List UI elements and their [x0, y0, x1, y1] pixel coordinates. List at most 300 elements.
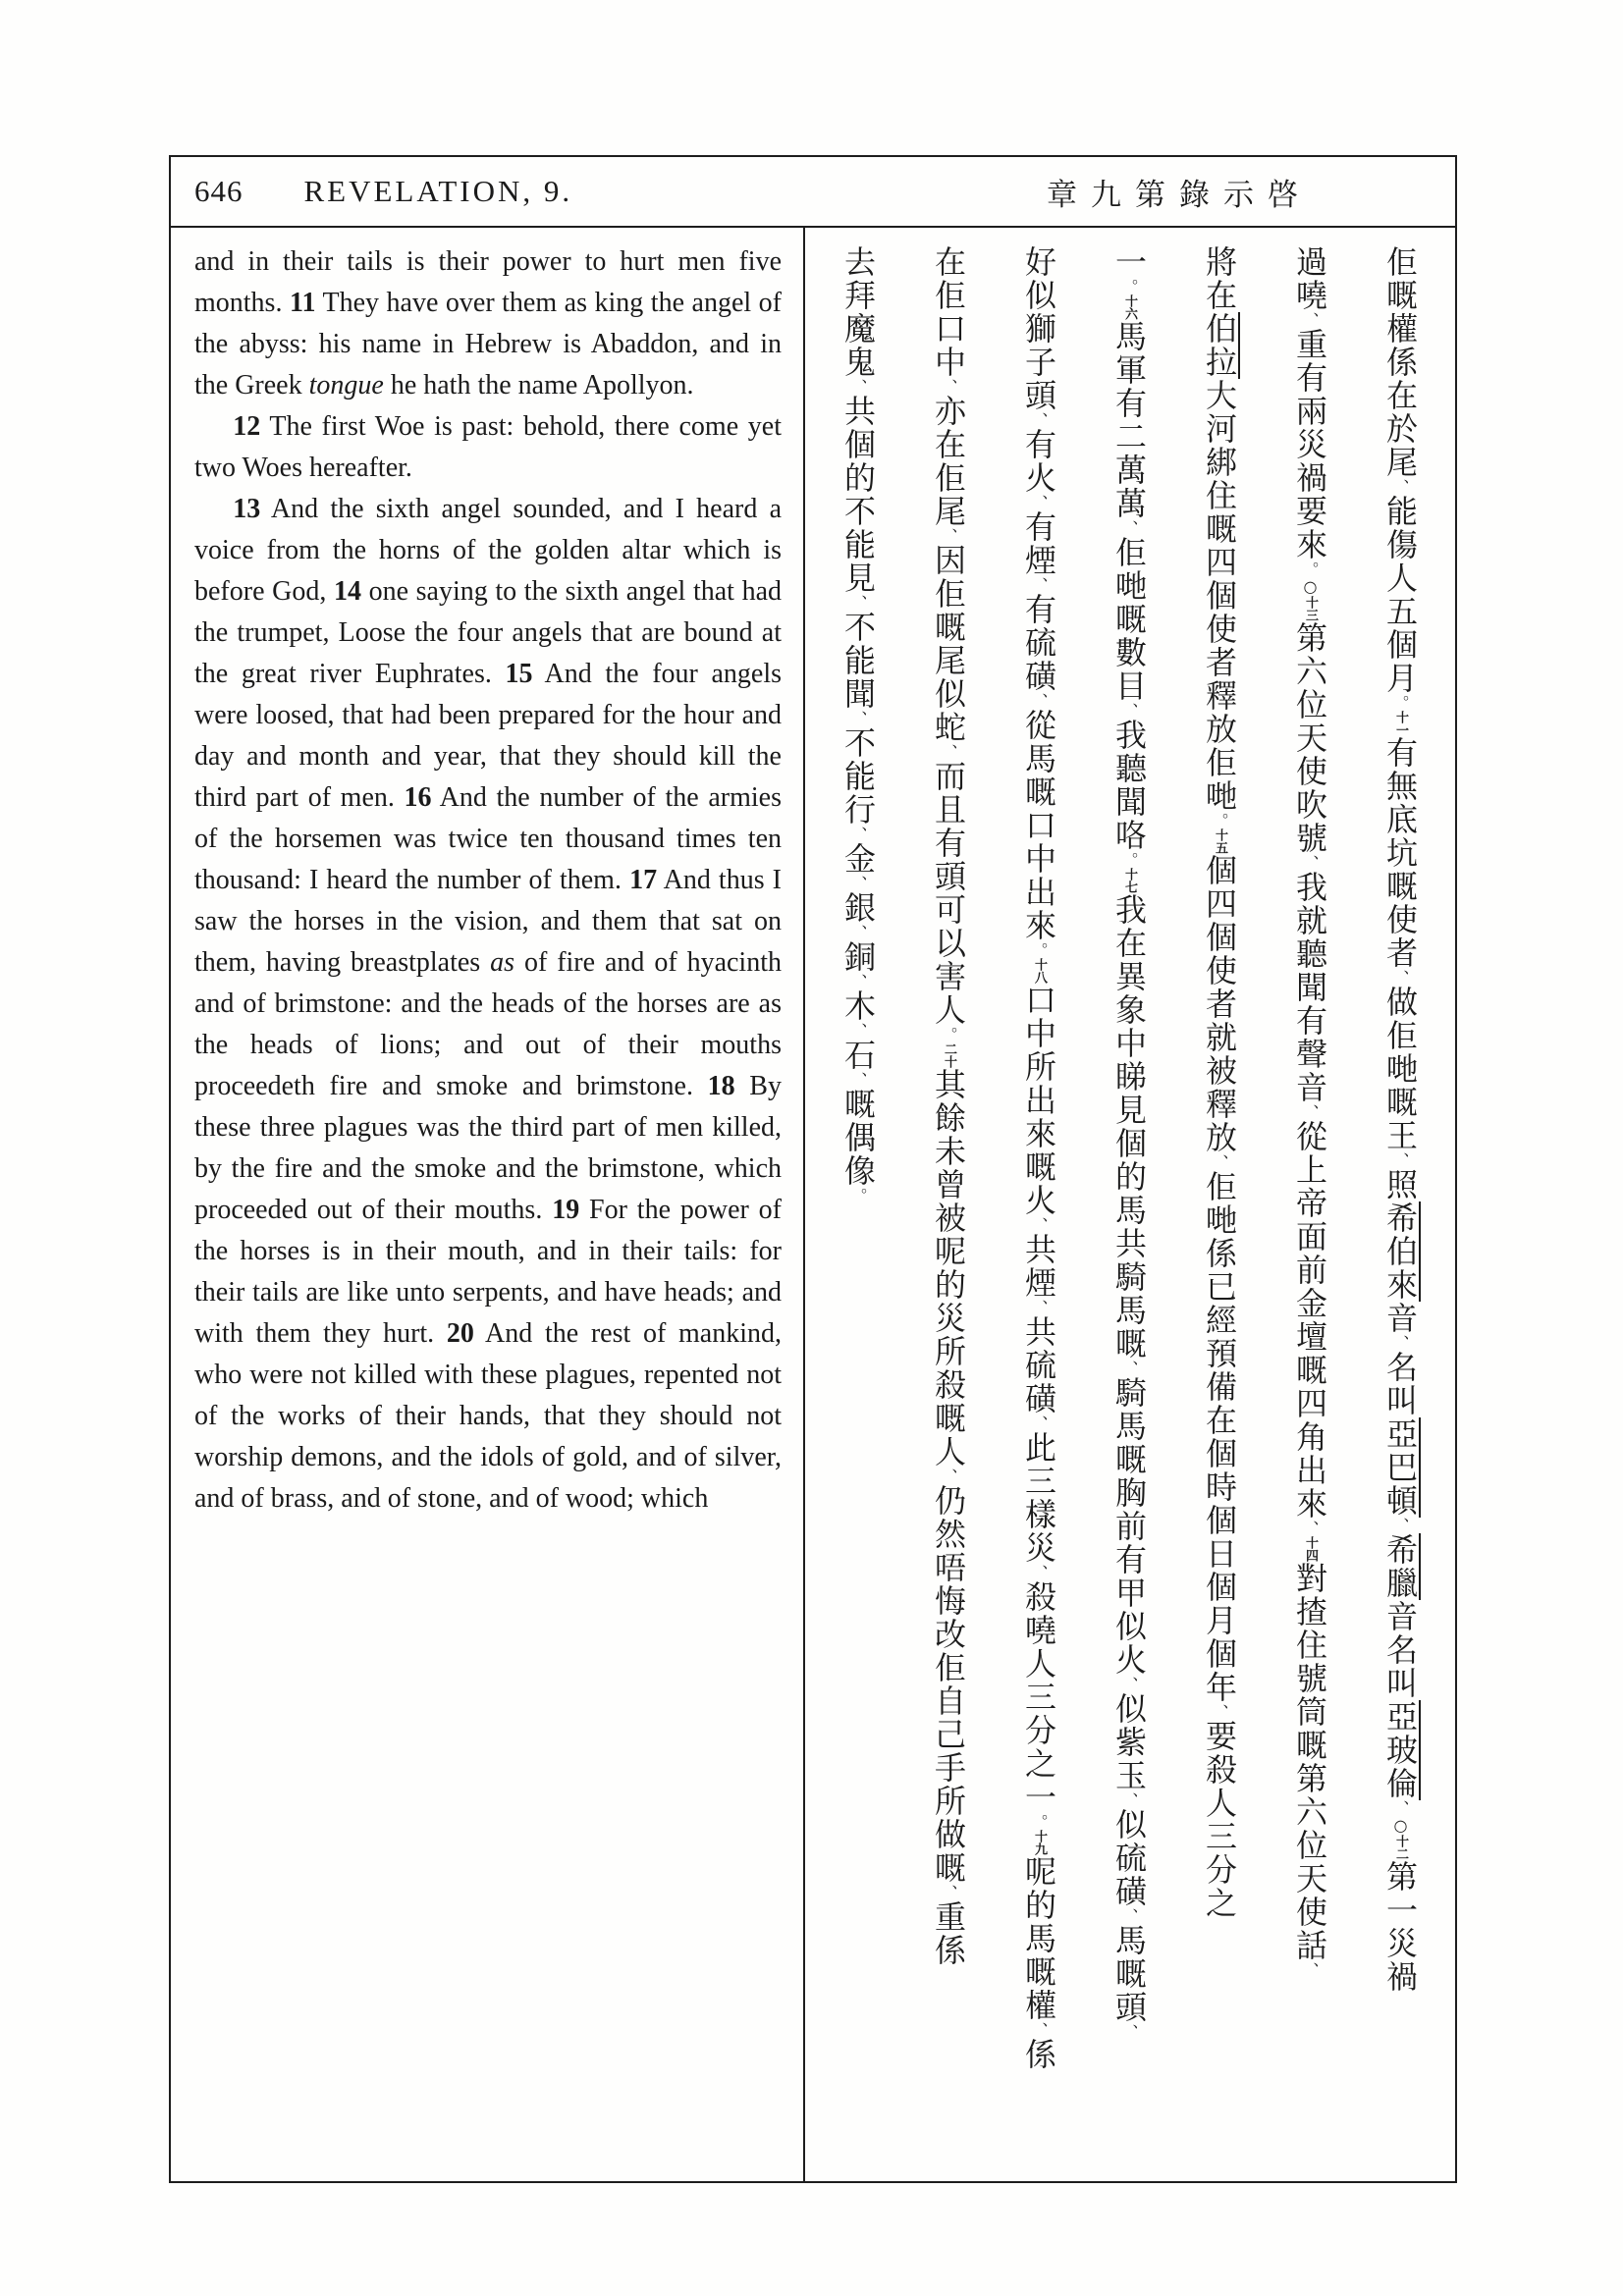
han-character: 聽 [1291, 937, 1328, 971]
han-character: 嘅 [1110, 603, 1148, 636]
han-character: 磺 [1110, 1875, 1148, 1908]
han-character: 數 [1110, 636, 1148, 669]
han-character: 將 [1201, 245, 1238, 279]
han-character: 在 [1201, 279, 1238, 312]
han-character: 有 [1020, 428, 1057, 461]
han-character: 頭 [1020, 379, 1057, 412]
han-character: 出 [1020, 876, 1057, 909]
han-character: 三 [1020, 1465, 1057, 1498]
han-character: 有 [1110, 1543, 1148, 1576]
han-character: 魔 [839, 312, 877, 346]
han-character: 來 [1020, 909, 1057, 942]
han-character: 位 [1291, 1829, 1328, 1862]
punctuation-mark: 、 [849, 595, 868, 611]
han-character: 權 [1381, 312, 1419, 346]
punctuation-mark: 、 [1301, 1104, 1320, 1120]
han-character: 石 [839, 1039, 877, 1072]
punctuation-mark: 、 [849, 1072, 868, 1088]
han-character: 位 [1291, 688, 1328, 721]
han-character: 坑 [1381, 836, 1419, 870]
han-character: 經 [1201, 1304, 1238, 1337]
han-character: 放 [1201, 713, 1238, 746]
han-character: 佢 [930, 279, 967, 312]
punctuation-mark: 、 [1391, 1335, 1410, 1351]
punctuation-mark: 、 [1391, 1518, 1410, 1533]
han-character: 號 [1291, 1662, 1328, 1695]
han-character: 音 [1381, 1302, 1419, 1335]
han-character: 一 [1110, 245, 1148, 279]
han-character: 改 [930, 1618, 967, 1651]
han-character: 金 [839, 842, 877, 876]
han-character: 叫 [1381, 1384, 1419, 1417]
han-character: 自 [930, 1684, 967, 1718]
han-character: 尾 [1381, 446, 1419, 479]
han-character: 嘅 [1201, 512, 1238, 546]
header-title-english: REVELATION, 9. [303, 174, 573, 208]
han-character: 使 [1381, 903, 1419, 936]
han-character: 倫 [1381, 1767, 1419, 1800]
han-character: 玻 [1381, 1734, 1419, 1767]
chinese-column [1355, 245, 1445, 2173]
punctuation-mark: 、 [849, 876, 868, 891]
verse-number-marker: 十七 [1122, 868, 1137, 893]
punctuation-mark: 、 [1030, 1415, 1049, 1431]
han-character: 巴 [1381, 1451, 1419, 1484]
han-character: 佢 [1381, 245, 1419, 279]
punctuation-mark: ○ [1301, 577, 1320, 596]
han-character: 個 [1201, 1504, 1238, 1537]
han-character: 磺 [1020, 1382, 1057, 1415]
han-character: 河 [1201, 412, 1238, 446]
han-character: 叫 [1381, 1667, 1419, 1700]
han-character: 殺 [1201, 1753, 1238, 1787]
han-character: 我 [1110, 893, 1148, 927]
han-character: 似 [1020, 279, 1057, 312]
han-character: 在 [930, 245, 967, 279]
han-character: 而 [930, 760, 967, 793]
han-character: 分 [1201, 1853, 1238, 1887]
han-character: 一 [1381, 1894, 1419, 1927]
punctuation-mark: 。 [1120, 279, 1139, 294]
han-character: 萬 [1110, 487, 1148, 520]
han-character: 能 [839, 528, 877, 561]
han-character: 釋 [1201, 679, 1238, 713]
han-character: 馬 [1020, 742, 1057, 775]
han-character: 個 [1201, 1571, 1238, 1604]
han-character: 嘅 [930, 1402, 967, 1435]
han-character: 亞 [1381, 1700, 1419, 1734]
han-character: 似 [1110, 1610, 1148, 1643]
page-number: 646 [194, 174, 243, 208]
han-character: 出 [1291, 1454, 1328, 1487]
han-character: 嘅 [1110, 1443, 1148, 1476]
verse-number-marker: 十六 [1122, 294, 1137, 320]
han-character: 六 [1291, 1795, 1328, 1829]
han-character: 紫 [1110, 1726, 1148, 1759]
han-character: 係 [1201, 1237, 1238, 1270]
han-character: 個 [1201, 1437, 1238, 1470]
han-character: 已 [1201, 1270, 1238, 1304]
han-character: 哋 [1381, 1052, 1419, 1086]
punctuation-mark: 。 [1030, 1814, 1049, 1830]
han-character: 偶 [839, 1121, 877, 1154]
han-character: 有 [1020, 593, 1057, 626]
han-character: 悔 [930, 1584, 967, 1618]
han-character: 嘅 [930, 611, 967, 644]
punctuation-mark: 、 [1030, 693, 1049, 709]
han-character: 不 [839, 495, 877, 528]
page-body [171, 228, 1455, 2181]
han-character: 哋 [1201, 1203, 1238, 1237]
han-character: 三 [1201, 1820, 1238, 1853]
han-character: 馬 [1110, 1410, 1148, 1443]
punctuation-mark: 、 [1030, 1300, 1049, 1315]
han-character: 大 [1201, 379, 1238, 412]
punctuation-mark: 、 [849, 1023, 868, 1039]
punctuation-mark: 、 [1391, 970, 1410, 986]
han-character: 亞 [1381, 1417, 1419, 1451]
han-character: 角 [1291, 1420, 1328, 1454]
han-character: 樣 [1020, 1498, 1057, 1531]
english-paragraph: 12 The first Woe is past: behold, there come yet two Woes hereafter. [194, 411, 782, 483]
han-character: 似 [930, 677, 967, 711]
verse-number-marker: 二十 [942, 1042, 956, 1068]
han-character: 者 [1201, 646, 1238, 679]
han-character: 去 [839, 245, 877, 279]
han-character: 胸 [1110, 1476, 1148, 1510]
han-character: 口 [1020, 809, 1057, 842]
han-character: 王 [1381, 1119, 1419, 1152]
han-character: 軍 [1110, 353, 1148, 387]
han-character: 共 [1020, 1315, 1057, 1349]
han-character: 睇 [1110, 1060, 1148, 1094]
punctuation-mark: 、 [1211, 1704, 1229, 1720]
punctuation-mark: 、 [940, 1468, 958, 1484]
han-character: 聞 [1291, 971, 1328, 1004]
han-character: 火 [1020, 1184, 1057, 1217]
han-character: 哋 [1201, 779, 1238, 813]
chinese-text-columns [811, 245, 1445, 2173]
han-character: 萬 [1110, 454, 1148, 487]
verse-number-marker: 十一 [1393, 711, 1408, 736]
han-character: 有 [1381, 736, 1419, 770]
han-character: 災 [930, 1302, 967, 1335]
punctuation-mark: 、 [940, 528, 958, 544]
han-character: 此 [1020, 1431, 1057, 1465]
han-character: 嘅 [1020, 1955, 1057, 1989]
han-character: 禍 [1291, 461, 1328, 495]
han-character: 伯 [1201, 312, 1238, 346]
han-character: 騎 [1110, 1260, 1148, 1294]
han-character: 來 [1291, 1487, 1328, 1521]
punctuation-mark: 。 [940, 1027, 958, 1042]
han-character: 月 [1201, 1604, 1238, 1637]
punctuation-mark: 。 [1391, 695, 1410, 711]
han-character: 音 [1291, 1071, 1328, 1104]
han-character: 在 [1381, 379, 1419, 412]
punctuation-mark: 。 [849, 1188, 868, 1203]
punctuation-mark: 、 [940, 744, 958, 760]
punctuation-mark: 、 [1030, 577, 1049, 593]
han-character: 火 [1110, 1643, 1148, 1677]
punctuation-mark: 、 [849, 827, 868, 842]
verse-number-marker: 十三 [1303, 596, 1318, 621]
punctuation-mark: 、 [1391, 479, 1410, 495]
han-character: 蛇 [930, 711, 967, 744]
header-title-chinese: 章九第錄示啓 [1047, 177, 1312, 213]
han-character: 共 [839, 395, 877, 428]
han-character: 臘 [1381, 1567, 1419, 1600]
han-character: 分 [1020, 1714, 1057, 1747]
punctuation-mark: 、 [849, 974, 868, 989]
punctuation-mark: 、 [1301, 1962, 1320, 1978]
han-character: 禍 [1381, 1960, 1419, 1994]
han-character: 照 [1381, 1168, 1419, 1201]
han-character: 係 [1020, 2038, 1057, 2071]
han-character: 時 [1201, 1470, 1238, 1504]
han-character: 曾 [930, 1168, 967, 1201]
han-character: 像 [839, 1154, 877, 1188]
han-character: 馬 [1110, 1294, 1148, 1327]
han-character: 日 [1201, 1537, 1238, 1571]
han-character: 個 [1201, 579, 1238, 613]
han-character: 己 [930, 1718, 967, 1751]
han-character: 面 [1291, 1220, 1328, 1254]
han-character: 使 [1201, 954, 1238, 988]
han-character: 仍 [930, 1484, 967, 1518]
han-character: 見 [1110, 1094, 1148, 1127]
han-character: 天 [1291, 1862, 1328, 1896]
han-character: 有 [1291, 1004, 1328, 1038]
han-character: 話 [1291, 1929, 1328, 1962]
han-character: 硫 [1020, 626, 1057, 660]
han-character: 拜 [839, 279, 877, 312]
han-character: 係 [930, 1934, 967, 1967]
han-character: 人 [1020, 1647, 1057, 1681]
han-character: 重 [1291, 328, 1328, 361]
verse-number-marker: 十五 [1213, 828, 1227, 854]
han-character: 象 [1110, 993, 1148, 1027]
han-character: 災 [1291, 428, 1328, 461]
han-character: 個 [1381, 628, 1419, 662]
han-character: 目 [1110, 669, 1148, 703]
han-character: 中 [1020, 1017, 1057, 1050]
han-character: 佢 [1381, 1019, 1419, 1052]
han-character: 嘵 [1291, 279, 1328, 312]
han-character: 嘅 [1381, 279, 1419, 312]
han-character: 來 [1381, 1268, 1419, 1302]
han-character: 月 [1381, 662, 1419, 695]
han-character: 殺 [930, 1368, 967, 1402]
han-character: 有 [1020, 510, 1057, 544]
han-character: 無 [1381, 770, 1419, 803]
han-character: 的 [1110, 1160, 1148, 1194]
han-character: 係 [1381, 346, 1419, 379]
han-character: 銅 [839, 940, 877, 974]
content-frame [169, 155, 1457, 2183]
han-character: 災 [1381, 1927, 1419, 1960]
han-character: 第 [1291, 621, 1328, 655]
han-character: 人 [1381, 561, 1419, 595]
han-character: 一 [1020, 1781, 1057, 1814]
han-character: 佢 [1201, 1170, 1238, 1203]
han-character: 吹 [1291, 788, 1328, 822]
han-character: 希 [1381, 1533, 1419, 1567]
punctuation-mark: 、 [1030, 1217, 1049, 1233]
han-character: 過 [1291, 245, 1328, 279]
han-character: 餘 [930, 1101, 967, 1135]
han-character: 壇 [1291, 1320, 1328, 1354]
han-character: 上 [1291, 1153, 1328, 1187]
han-character: 口 [1020, 984, 1057, 1017]
han-character: 權 [1020, 1989, 1057, 2022]
han-character: 使 [1201, 613, 1238, 646]
han-character: 底 [1381, 803, 1419, 836]
han-character: 見 [839, 561, 877, 595]
chinese-column [903, 245, 994, 2173]
han-character: 要 [1291, 495, 1328, 528]
han-character: 者 [1201, 988, 1238, 1021]
han-character: 不 [839, 611, 877, 644]
han-character: 的 [1020, 1889, 1057, 1922]
han-character: 鬼 [839, 346, 877, 379]
han-character: 人 [930, 993, 967, 1027]
han-character: 嘵 [1020, 1614, 1057, 1647]
han-character: 馬 [1110, 1194, 1148, 1227]
han-character: 年 [1201, 1671, 1238, 1704]
han-character: 中 [930, 346, 967, 379]
han-character: 個 [839, 428, 877, 461]
english-paragraph: 13 And the sixth angel sounded, and I heard a voice from the horns of the golden altar which is before God, 14 one saying to the sixth angel that had the trumpet, Loose the four angels that are bound at the great river Euphrates. 15 And the four angels were loosed, that had been prepared for the hour and day and month and year, that they should kill the third part of men. 16 And the number of the armies of the horsemen was twice ten thousand times ten thousand: I heard the number of them. 17 And thus I saw the horses in the vision, and them that sat on them, having breastplates as of fire and of hyacinth and of brimstone: and the heads of the horses are as the heads of lions; and out of their mouths proceedeth fire and smoke and brimstone. 18 By these three plagues was the third part of men killed, by the fire and the smoke and the brimstone, which proceeded out of their mouths. 19 For the power of the horses is in their mouth, and in their tails: for their tails are like unto serpents, and have heads; and with them they hurt. 20 And the rest of mankind, who were not killed with these plagues, repented not of the works of their hands, that they should not worship demons, and the idols of gold, and of silver, and of brass, and of stone, and of wood; which [194, 494, 783, 1514]
han-character: 揸 [1291, 1595, 1328, 1629]
punctuation-mark: 、 [849, 925, 868, 940]
han-character: 獅 [1020, 312, 1057, 346]
han-character: 之 [1020, 1747, 1057, 1781]
han-character: 哋 [1110, 569, 1148, 603]
chinese-column [1174, 245, 1265, 2173]
han-character: 就 [1291, 904, 1328, 937]
han-character: 來 [1020, 1117, 1057, 1150]
punctuation-mark: 。 [1211, 813, 1229, 828]
han-character: 嘅 [1110, 1327, 1148, 1361]
han-character: 甲 [1110, 1576, 1148, 1610]
han-character: 筒 [1291, 1695, 1328, 1729]
han-character: 硫 [1110, 1842, 1148, 1875]
han-character: 馬 [1110, 320, 1148, 353]
han-character: 嘅 [1381, 870, 1419, 903]
han-character: 災 [1020, 1531, 1057, 1565]
han-character: 咯 [1110, 819, 1148, 852]
han-character: 火 [1020, 461, 1057, 495]
han-character: 呢 [1020, 1855, 1057, 1889]
han-character: 四 [1201, 546, 1238, 579]
han-character: 有 [1291, 361, 1328, 395]
punctuation-mark: 、 [1120, 2024, 1139, 2040]
chinese-column [994, 245, 1084, 2173]
han-character: 傷 [1381, 528, 1419, 561]
han-character: 嘅 [930, 1851, 967, 1885]
punctuation-mark: 、 [940, 1885, 958, 1900]
han-character: 個 [1201, 1637, 1238, 1671]
punctuation-mark: 、 [1120, 1677, 1139, 1692]
english-text-column [171, 228, 803, 2181]
punctuation-mark: 、 [1030, 412, 1049, 428]
han-character: 有 [1110, 387, 1148, 420]
han-character: 可 [930, 893, 967, 927]
han-character: 預 [1201, 1337, 1238, 1370]
han-character: 亦 [930, 395, 967, 428]
han-character: 共 [1020, 1233, 1057, 1266]
han-character: 馬 [1110, 1924, 1148, 1957]
han-character: 頭 [1110, 1991, 1148, 2024]
han-character: 使 [1291, 1896, 1328, 1929]
han-character: 音 [1381, 1600, 1419, 1633]
han-character: 於 [1381, 412, 1419, 446]
han-character: 人 [1201, 1787, 1238, 1820]
han-character: 馬 [1020, 1922, 1057, 1955]
han-character: 人 [930, 1435, 967, 1468]
han-character: 被 [1201, 1054, 1238, 1088]
han-character: 在 [1110, 927, 1148, 960]
punctuation-mark: 、 [940, 379, 958, 395]
verse-number-marker: 十九 [1032, 1830, 1047, 1855]
han-character: 似 [1110, 1808, 1148, 1842]
han-character: 四 [1291, 1387, 1328, 1420]
han-character: 兩 [1291, 395, 1328, 428]
han-character: 釋 [1201, 1088, 1238, 1121]
han-character: 有 [930, 827, 967, 860]
han-character: 中 [1020, 842, 1057, 876]
han-character: 嘅 [839, 1088, 877, 1121]
han-character: 騎 [1110, 1376, 1148, 1410]
han-character: 且 [930, 793, 967, 827]
han-character: 聽 [1110, 752, 1148, 785]
han-character: 口 [930, 312, 967, 346]
han-character: 之 [1201, 1887, 1238, 1920]
chinese-text-section [803, 228, 1455, 2181]
han-character: 號 [1291, 822, 1328, 855]
han-character: 五 [1381, 595, 1419, 628]
han-character: 木 [839, 989, 877, 1023]
verse-number-marker: 十四 [1303, 1536, 1318, 1562]
han-character: 希 [1381, 1201, 1419, 1235]
han-character: 中 [1110, 1027, 1148, 1060]
punctuation-mark: 、 [1030, 495, 1049, 510]
verse-number-marker: 十八 [1032, 958, 1047, 984]
han-character: 綁 [1201, 446, 1238, 479]
han-character: 聞 [1110, 785, 1148, 819]
han-character: 第 [1381, 1860, 1419, 1894]
han-character: 佢 [1110, 536, 1148, 569]
han-character: 被 [930, 1201, 967, 1235]
han-character: 所 [930, 1335, 967, 1368]
han-character: 佢 [930, 577, 967, 611]
han-character: 能 [839, 644, 877, 677]
han-character: 能 [1381, 495, 1419, 528]
han-character: 者 [1381, 936, 1419, 970]
han-character: 嘅 [1381, 1086, 1419, 1119]
han-character: 帝 [1291, 1187, 1328, 1220]
han-character: 來 [1291, 528, 1328, 561]
han-character: 硫 [1020, 1349, 1057, 1382]
han-character: 個 [1201, 921, 1238, 954]
han-character: 聞 [839, 677, 877, 711]
punctuation-mark: 、 [1120, 703, 1139, 719]
han-character: 佢 [930, 461, 967, 495]
han-character: 唔 [930, 1551, 967, 1584]
han-character: 我 [1110, 719, 1148, 752]
han-character: 煙 [1020, 544, 1057, 577]
